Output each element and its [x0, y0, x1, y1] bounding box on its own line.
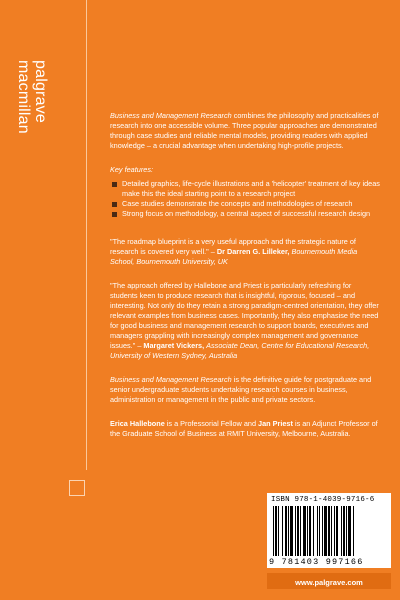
intro-paragraph	[110, 111, 380, 151]
book-title: Business and Management Research	[110, 111, 232, 120]
barcode-bar	[309, 506, 311, 556]
author-text: is an Adjunct Professor of the Graduate School of Business at RMIT University, Melbourne, Australia.	[110, 419, 378, 438]
barcode-bar	[348, 506, 351, 556]
barcode-bar	[341, 506, 342, 556]
barcode-bar	[319, 506, 320, 556]
author-text: is a Professorial Fellow and	[164, 419, 259, 428]
endorsement-quote	[110, 237, 380, 267]
quote-text: "The roadmap blueprint is a very useful approach and the strategic nature of research is covered very well." –	[110, 237, 356, 256]
barcode-bar	[290, 506, 293, 556]
description-paragraph	[110, 375, 380, 405]
endorser-affiliation: Associate Dean, Centre for Educational Research, University of Western Sydney, Australia	[110, 341, 370, 360]
barcode-bar	[303, 506, 306, 556]
barcode-bar	[324, 506, 327, 556]
book-title: Business and Management Research	[110, 375, 232, 384]
logo-line-1: palgrave	[32, 60, 49, 123]
barcode-bar	[300, 506, 301, 556]
barcode-bar	[278, 506, 279, 556]
barcode-bar	[353, 506, 354, 556]
barcode-bar	[273, 506, 274, 556]
key-features-heading: Key features:	[110, 165, 153, 174]
barcode-bar	[313, 506, 314, 556]
barcode-bar	[336, 506, 338, 556]
description-text: is the definitive guide for postgraduate and senior undergraduate students undertaking research courses in business, administration or management in the public and private sectors.	[110, 375, 372, 404]
feature-item: Detailed graphics, life-cycle illustrations and a 'helicopter' treatment of key ideas make this the ideal starting point to a research project	[110, 179, 380, 199]
barcode-bar	[328, 506, 330, 556]
barcode-bar	[285, 506, 287, 556]
back-cover-text	[110, 111, 380, 439]
publisher-url[interactable]: www.palgrave.com	[295, 578, 363, 587]
endorser-affiliation: Bournemouth Media School, Bournemouth University, UK	[110, 247, 358, 266]
barcode-bar	[288, 506, 289, 556]
barcode-bars	[273, 506, 385, 556]
quote-text: "The approach offered by Hallebone and Priest is particularly refreshing for students keen to produce research that is insightful, rigorous, focused – and interesting. Not only do they retain a strong paradigm-centred orientation, they offer relevant examples from business cases. Importantly, they also emphasise the need for good business and management research to support boards, executives and managers grappling with increasingly complex management and governance issues." –	[110, 281, 379, 350]
barcode-digits: 9 781403 997166	[269, 557, 364, 567]
barcode-bar	[343, 506, 345, 556]
barcode-bar	[295, 506, 296, 556]
endorser-name: Dr Darren G. Lilleker,	[216, 247, 290, 256]
feature-item: Case studies demonstrate the concepts and methodologies of research	[110, 199, 380, 209]
logo-line-2: macmillan	[15, 60, 32, 134]
barcode-bar	[282, 506, 283, 556]
intro-text: combines the philosophy and practicalities of research into one accessible volume. Three popular approaches are demonstrated through case studies and reliable mental models, providing readers with applied knowledge – a crucial advantage when undertaking high-profile projects.	[110, 111, 379, 150]
feature-item: Strong focus on methodology, a central aspect of successful research design	[110, 209, 380, 219]
endorser-name: Margaret Vickers,	[143, 341, 205, 350]
barcode-bar	[334, 506, 335, 556]
barcode-bar	[346, 506, 347, 556]
logo-text	[15, 60, 48, 134]
isbn-number: ISBN 978-1-4039-9716-6	[271, 496, 375, 504]
barcode-bar	[307, 506, 308, 556]
barcode-bar	[322, 506, 323, 556]
barcode-bar	[317, 506, 318, 556]
publisher-logo	[14, 60, 66, 180]
barcode-bar	[331, 506, 332, 556]
spine-divider-line	[86, 0, 87, 470]
author-name: Jan Priest	[258, 419, 293, 428]
author-name: Erica Hallebone	[110, 419, 165, 428]
isbn-barcode	[267, 493, 391, 568]
authors-paragraph	[110, 419, 380, 439]
barcode-bar	[297, 506, 299, 556]
key-features-list	[110, 179, 380, 219]
barcode-bar	[275, 506, 277, 556]
decorative-square-icon	[69, 480, 85, 496]
endorsement-quote	[110, 281, 380, 361]
